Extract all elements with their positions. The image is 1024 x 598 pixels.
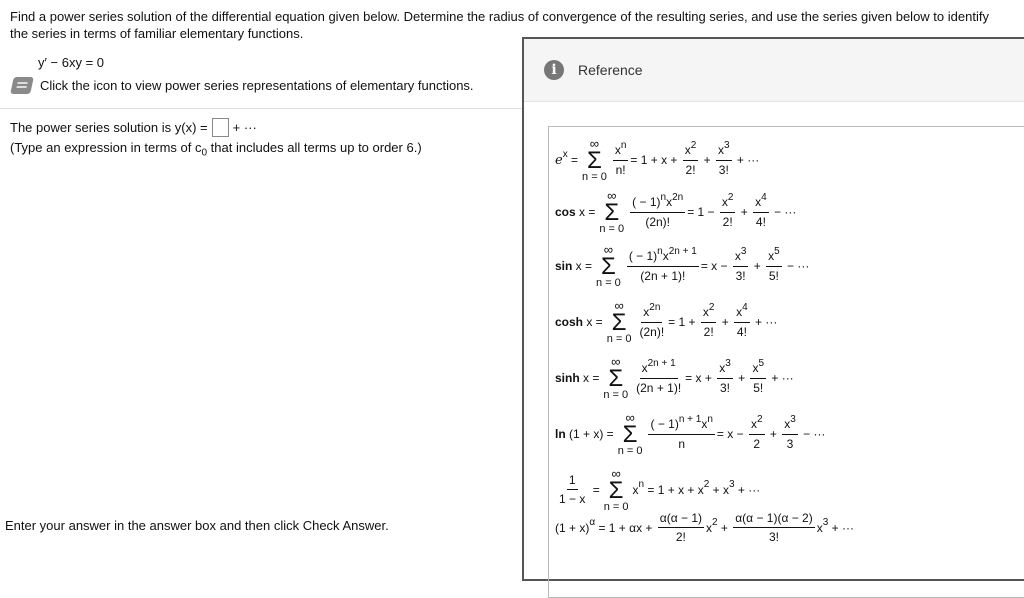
formula-text: x [816, 521, 823, 535]
superscript: 2n + 1 [647, 357, 676, 369]
superscript: 2n + 1 [668, 245, 697, 257]
denominator [637, 323, 666, 340]
formula-text: + [700, 153, 715, 167]
formula-text: = x − [700, 259, 731, 273]
superscript: 2 [690, 139, 697, 151]
formula-row [555, 467, 760, 513]
superscript: 3 [790, 413, 796, 425]
superscript: 2 [756, 413, 763, 425]
formula-text: = 1 + [668, 315, 699, 329]
formula-text: 2! [675, 530, 686, 544]
superscript: 5 [758, 357, 765, 369]
formula-text: x = [579, 371, 600, 385]
fraction [720, 191, 736, 230]
formula-text: x = [572, 259, 593, 273]
formula-text: 2 [753, 436, 761, 451]
formula-text: ( − 1) [628, 248, 658, 263]
divider [0, 108, 522, 109]
sigma-icon: Σ [608, 365, 624, 392]
formula-text: 1 [568, 473, 576, 487]
reference-header [524, 39, 1024, 102]
numerator [717, 357, 733, 379]
formula-text: ( − 1) [650, 416, 679, 431]
numerator [648, 413, 714, 435]
formula-text: x [641, 360, 648, 375]
formula-text: + ··· [734, 483, 761, 497]
formula-text: α(α − 1)(α − 2) [735, 511, 813, 525]
formula-row [555, 299, 777, 345]
formula-row [555, 243, 809, 289]
denominator [674, 528, 688, 545]
superscript: α [589, 516, 596, 528]
formula-text: 3 [786, 436, 794, 451]
answer-line [10, 118, 257, 137]
numerator [630, 191, 685, 213]
formula-text: + ··· [751, 315, 778, 329]
function-name: ln [555, 427, 566, 441]
numerator [733, 511, 815, 528]
superscript: 2 [703, 478, 710, 490]
superscript: 4 [742, 301, 748, 313]
superscript: n + 1 [678, 413, 702, 425]
superscript: 3 [725, 357, 731, 369]
formula-text: 2! [703, 324, 714, 339]
formula-row [555, 355, 794, 401]
function-name: cosh [555, 315, 584, 329]
summation [604, 467, 629, 513]
function-name: sin [555, 259, 573, 273]
formula-text: x [662, 248, 669, 263]
denominator [702, 323, 716, 340]
sum-upper: ∞ [603, 242, 614, 257]
denominator [718, 379, 732, 396]
denominator [638, 267, 687, 284]
fraction [630, 191, 685, 230]
numerator [716, 139, 732, 161]
hint-prefix: (Type an expression in terms of c [10, 140, 202, 155]
sum-lower: n = 0 [596, 277, 621, 289]
sum-lower: n = 0 [599, 223, 625, 235]
denominator [751, 379, 765, 396]
reference-title: Reference [578, 62, 643, 78]
formula-text: + ··· [768, 371, 794, 385]
formula-text: 3! [719, 380, 730, 395]
fraction [782, 413, 798, 452]
fraction [613, 139, 629, 178]
reference-panel [522, 37, 1024, 581]
formula-text: + [717, 521, 732, 535]
fraction [733, 511, 815, 545]
sum-upper: ∞ [611, 466, 621, 481]
formula-text: = 1 + x + x [644, 483, 704, 497]
fraction [733, 245, 749, 284]
formula-text: 5! [753, 380, 764, 395]
formula-text: x [614, 142, 621, 157]
formula-text: + [737, 205, 752, 219]
denominator [721, 213, 735, 230]
formula-text: (2n)! [639, 324, 665, 339]
denominator [614, 161, 628, 178]
formula-text: ( − 1) [632, 194, 661, 209]
formula-text: x [702, 304, 709, 319]
formula-text: + ··· [828, 521, 854, 535]
formula-text: x [632, 483, 639, 497]
denominator [684, 161, 698, 178]
summation [582, 137, 607, 183]
formula-text: + [750, 259, 765, 273]
numerator [683, 139, 699, 161]
superscript: 2 [727, 191, 734, 203]
fraction [701, 301, 717, 340]
formula-text: x [684, 142, 691, 157]
function-name: cos [555, 205, 576, 219]
numerator [766, 245, 782, 267]
summation [599, 189, 624, 235]
formula-text: (2n)! [645, 214, 671, 229]
numerator [782, 413, 798, 435]
denominator [734, 267, 748, 284]
denominator [634, 379, 683, 396]
sum-upper: ∞ [589, 136, 600, 151]
formula-text: + x [709, 483, 729, 497]
superscript: 3 [822, 516, 829, 528]
numerator [720, 191, 736, 213]
superscript: 2n [672, 191, 684, 203]
superscript: 2 [708, 301, 715, 313]
sum-lower: n = 0 [603, 501, 629, 513]
denominator [785, 435, 796, 452]
instructions-footer: Enter your answer in the answer box and then click Check Answer. [5, 518, 389, 533]
formula-text: = 1 + x + [630, 153, 681, 167]
fraction [717, 357, 733, 396]
fraction [683, 139, 699, 178]
denominator [735, 323, 749, 340]
formula-text: x [734, 248, 741, 263]
formula-text: − ··· [799, 427, 826, 441]
fraction [648, 413, 714, 452]
formula-text: α(α − 1) [659, 511, 702, 525]
fraction [753, 191, 769, 230]
numerator [753, 191, 769, 213]
sum-lower: n = 0 [606, 333, 632, 345]
sigma-icon: Σ [622, 421, 638, 448]
reference-link[interactable] [12, 77, 474, 94]
formula-text: + [734, 371, 749, 385]
formula-text: = [567, 153, 579, 167]
numerator [627, 245, 699, 267]
sigma-icon: Σ [608, 477, 624, 504]
superscript: x [562, 148, 568, 160]
sum-lower: n = 0 [617, 445, 643, 457]
numerator [641, 301, 662, 323]
sigma-icon: Σ [587, 147, 602, 174]
fraction [637, 301, 666, 340]
superscript: 5 [774, 245, 780, 257]
info-icon: i [544, 60, 564, 80]
formula-text: = 1 + αx + [595, 521, 656, 535]
differential-equation: y′ − 6xy = 0 [38, 55, 105, 70]
sigma-icon: Σ [611, 309, 627, 336]
formula-text: 4! [755, 214, 766, 229]
formula-text: (1 + x) [555, 521, 590, 535]
superscript: n [707, 413, 713, 425]
summation [607, 299, 632, 345]
sum-upper: ∞ [607, 188, 617, 203]
summation [618, 411, 643, 457]
formula-text: + ··· [733, 153, 760, 167]
answer-input[interactable] [212, 118, 229, 137]
numerator [734, 301, 750, 323]
superscript: n [638, 478, 645, 490]
superscript: 2n [649, 301, 661, 313]
formula-text: x [736, 304, 743, 319]
formula-text: x [750, 416, 757, 431]
sigma-icon: Σ [601, 253, 616, 280]
formula-box [548, 126, 1024, 598]
function-name: sinh [555, 371, 580, 385]
formula-text: n! [615, 162, 626, 177]
reference-link-text: Click the icon to view power series representations of elementary functions. [40, 78, 474, 93]
summation [603, 355, 628, 401]
numerator [567, 473, 578, 490]
formula-text: x [666, 194, 673, 209]
formula-text: (2n + 1)! [636, 380, 682, 395]
formula-text: + [766, 427, 781, 441]
fraction [658, 511, 704, 545]
formula-text: x [768, 248, 775, 263]
formula-text: e [555, 152, 563, 168]
formula-text: x [721, 194, 728, 209]
formula-text: 3! [718, 162, 729, 177]
formula-text: x = [575, 205, 596, 219]
formula-text: 5! [768, 268, 779, 283]
formula-row [555, 189, 796, 235]
formula-text: 3! [735, 268, 746, 283]
superscript: 3 [724, 139, 730, 151]
superscript: 3 [740, 245, 747, 257]
sum-upper: ∞ [614, 298, 624, 313]
formula-text: x [705, 521, 712, 535]
numerator [658, 511, 704, 528]
formula-text: 4! [736, 324, 747, 339]
formula-text: 2! [722, 214, 733, 229]
sum-upper: ∞ [625, 410, 635, 425]
formula-text: x [784, 416, 791, 431]
formula-text: x [718, 142, 725, 157]
formula-text: − ··· [770, 205, 797, 219]
formula-text: + [718, 315, 733, 329]
sum-lower: n = 0 [582, 171, 607, 183]
numerator [749, 413, 765, 435]
book-icon[interactable] [10, 77, 34, 94]
denominator [717, 161, 731, 178]
fraction [557, 473, 587, 507]
superscript: 3 [729, 478, 735, 490]
superscript: 4 [761, 191, 767, 203]
formula-text: (2n + 1)! [640, 268, 686, 283]
formula-row [555, 411, 825, 457]
formula-text: x [719, 360, 726, 375]
denominator [767, 528, 781, 545]
formula-text: x [752, 360, 759, 375]
sum-upper: ∞ [611, 354, 621, 369]
denominator [643, 213, 672, 230]
fraction [766, 245, 782, 284]
hint-suffix: that includes all terms up to order 6.) [207, 140, 422, 155]
formula-text: x = [583, 315, 603, 329]
formula-text: x [701, 416, 708, 431]
fraction [627, 245, 699, 284]
superscript: n [620, 139, 627, 151]
summation [596, 243, 621, 289]
numerator [733, 245, 749, 267]
answer-suffix: + ··· [232, 120, 257, 135]
numerator [613, 139, 629, 161]
formula-text: x [755, 194, 762, 209]
formula-text: = x − [716, 427, 747, 441]
numerator [701, 301, 717, 323]
denominator [557, 490, 587, 507]
superscript: 2 [711, 516, 718, 528]
formula-row [555, 511, 854, 545]
problem-statement: Find a power series solution of the differential equation given below. Determine the radius of convergence of the resulting series, and use the series given below to identify the series in terms of familiar elementary functions. [10, 9, 989, 41]
answer-prefix: The power series solution is y(x) = [10, 120, 208, 135]
sum-lower: n = 0 [603, 389, 629, 401]
fraction [750, 357, 766, 396]
formula-text: = 1 − [687, 205, 718, 219]
denominator [676, 435, 687, 452]
fraction [749, 413, 765, 452]
hint-subscript: 0 [201, 147, 208, 159]
numerator [640, 357, 678, 379]
sigma-icon: Σ [604, 199, 620, 226]
denominator [767, 267, 781, 284]
formula-text: = [589, 483, 600, 497]
fraction [716, 139, 732, 178]
formula-text: 2! [685, 162, 696, 177]
formula-text: x [643, 304, 650, 319]
formula-text: 3! [768, 530, 779, 544]
formula-text: (1 + x) = [565, 427, 614, 441]
formula-text: − ··· [783, 259, 810, 273]
fraction [634, 357, 683, 396]
fraction [734, 301, 750, 340]
numerator [750, 357, 766, 379]
formula-text: = x + [685, 371, 716, 385]
superscript: n [660, 191, 667, 203]
denominator [751, 435, 762, 452]
formula-text: 1 − x [559, 492, 586, 506]
formula-text: n [678, 436, 686, 451]
answer-hint [10, 140, 422, 159]
formula-row [555, 137, 759, 183]
superscript: n [657, 245, 663, 257]
denominator [754, 213, 768, 230]
